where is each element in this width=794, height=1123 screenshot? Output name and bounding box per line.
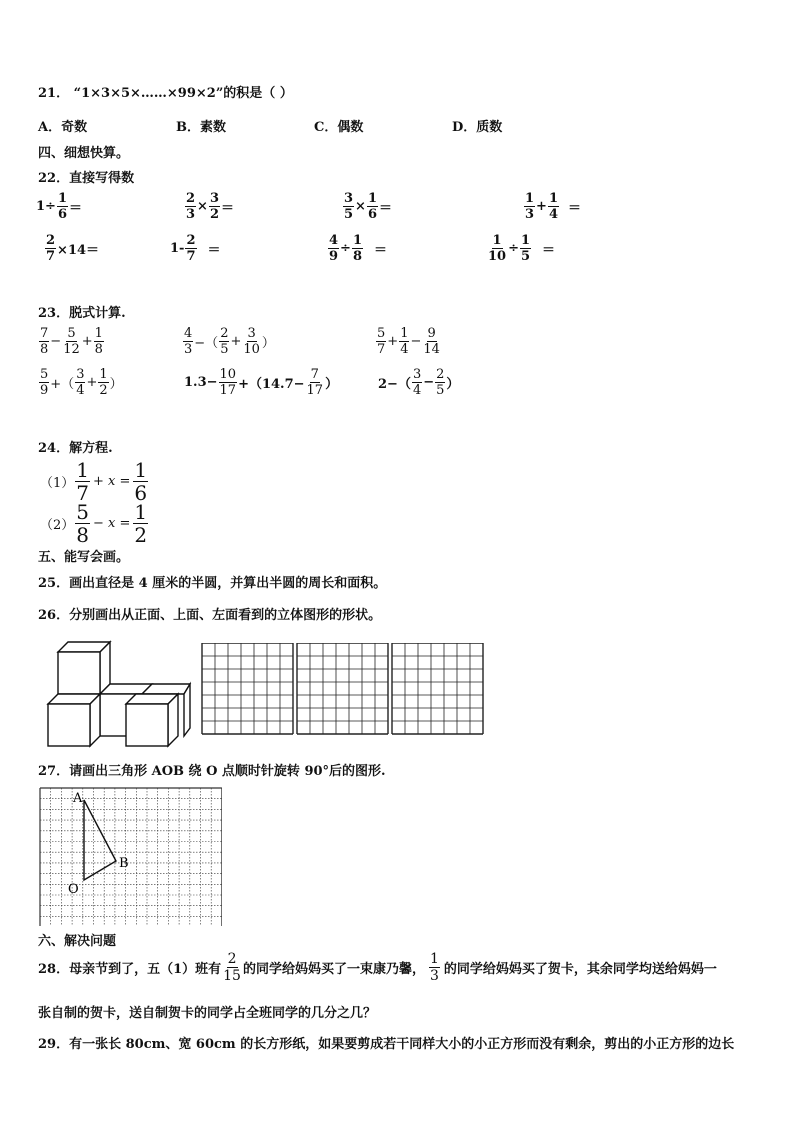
- q28-line-1: 28．母亲节到了，五（1）班有 $\frac{2}{15}$ 的同学给妈妈买了一束康乃馨， $\frac{1}{3}$ 的同学给妈妈买了贺卡，其余同学均送给妈妈一: [38, 951, 717, 984]
- q28-line-2: 张自制的贺卡，送自制贺卡的同学占全班同学的几分之几？: [38, 1006, 377, 1021]
- q22-expr-7: $\frac{4}{9}$ ÷ $\frac{1}{8}$ ＝: [329, 233, 388, 264]
- q29-text: 29．有一张长 80cm、宽 60cm 的长方形纸，如果要剪成若干同样大小的小正方形而没有剩余，剪出的小正方形的边长: [38, 1037, 735, 1052]
- q24-equation-2: （2） $\frac{5}{8}$ − x = $\frac{1}{2}$: [40, 500, 148, 547]
- q22-expr-5: $\frac{2}{7}$ ×14＝: [46, 233, 100, 264]
- q23-expr-3: $\frac{5}{7}$ + $\frac{1}{4}$ − $\frac{9}{14}$: [377, 326, 440, 357]
- q23-expr-2: $\frac{4}{3}$ −（ $\frac{2}{5}$ + $\frac{3}{10}$ ）: [184, 326, 275, 357]
- q23-expr-6: 2−（ $\frac{3}{4}$ − $\frac{2}{5}$ ）: [378, 367, 460, 398]
- q21-option-d: D．质数: [452, 120, 503, 135]
- q27-grid-figure: [39, 787, 222, 926]
- q25-text: 25．画出直径是 4 厘米的半圆，并算出半圆的周长和面积。: [38, 576, 387, 591]
- q22-expr-2: $\frac{2}{3}$ × $\frac{3}{2}$ ＝: [186, 191, 235, 222]
- label-b: B: [119, 856, 129, 871]
- q23-expr-1: $\frac{7}{8}$ − $\frac{5}{12}$ + $\frac{1}{8}$: [40, 326, 103, 357]
- q21-option-a: A．奇数: [38, 120, 88, 135]
- label-o: O: [68, 882, 79, 897]
- q22-expr-6: 1- $\frac{2}{7}$ ＝: [170, 233, 221, 264]
- q23-title: 23．脱式计算.: [38, 306, 126, 321]
- q22-expr-1: 1÷ $\frac{1}{6}$ ＝: [36, 191, 83, 222]
- q26-text: 26．分别画出从正面、上面、左面看到的立体图形的形状。: [38, 608, 382, 623]
- q22-expr-3: $\frac{3}{5}$ × $\frac{1}{6}$ ＝: [344, 191, 393, 222]
- q21-text: 21． “1×3×5×……×99×2”的积是（ ）: [38, 86, 293, 101]
- q24-title: 24．解方程.: [38, 441, 113, 456]
- q24-equation-1: （1） $\frac{1}{7}$ + x = $\frac{1}{6}$: [40, 458, 148, 505]
- section-4-heading: 四、细想快算。: [38, 146, 130, 161]
- q26-cube-solid-figure: [40, 636, 200, 748]
- q23-expr-5: 1.3− $\frac{10}{17}$ +（14.7− $\frac{7}{17}$ ）: [184, 367, 339, 398]
- q26-answer-grids: [201, 643, 487, 735]
- q21-option-c: C．偶数: [314, 120, 364, 135]
- triangle-aob: [84, 800, 116, 880]
- q23-expr-4: $\frac{5}{9}$ +（ $\frac{3}{4}$ + $\frac{1}{2}$ ）: [40, 367, 123, 398]
- section-5-heading: 五、能写会画。: [38, 550, 130, 565]
- q27-text: 27．请画出三角形 AOB 绕 O 点顺时针旋转 90°后的图形.: [38, 764, 386, 779]
- label-a: A: [73, 791, 83, 806]
- q22-expr-8: $\frac{1}{10}$ ÷ $\frac{1}{5}$ ＝: [488, 233, 556, 264]
- q22-title: 22．直接写得数: [38, 171, 135, 186]
- q22-expr-4: $\frac{1}{3}$ + $\frac{1}{4}$ ＝: [525, 191, 582, 222]
- q21-option-b: B．素数: [176, 120, 226, 135]
- section-6-heading: 六、解决问题: [38, 934, 117, 949]
